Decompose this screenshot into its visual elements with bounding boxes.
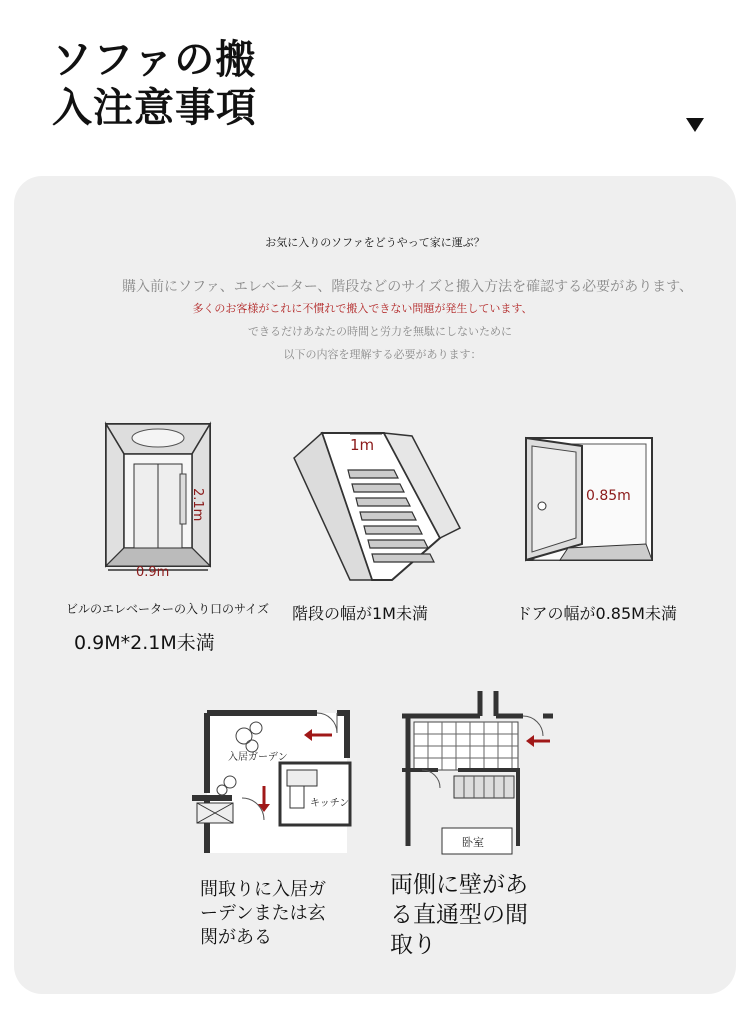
room-label-kitchen: キッチン bbox=[310, 798, 350, 809]
room-label-garden: 入居ガーデン bbox=[228, 752, 288, 763]
elevator-width-label: 0.9m bbox=[136, 565, 170, 578]
floorplan-corridor-illustration bbox=[398, 686, 558, 856]
intro-line-4: 以下の内容を理解する必要があります： bbox=[283, 348, 482, 361]
elevator-height-label: 2.1m bbox=[190, 488, 205, 522]
intro-question: お気に入りのソファをどうやって家に運ぶ？ bbox=[265, 236, 485, 249]
door-width-label: 0.85m bbox=[586, 488, 631, 504]
caption-line: 取り bbox=[390, 932, 436, 958]
caption-line: る直通型の間 bbox=[390, 902, 528, 928]
room-label-bedroom: 卧室 bbox=[462, 836, 484, 849]
page-title bbox=[52, 36, 272, 132]
floorplan-garden-illustration bbox=[192, 708, 367, 858]
title-line-1: ソファの搬 bbox=[52, 37, 257, 83]
stairs-illustration bbox=[292, 428, 464, 586]
floorplan-corridor-caption bbox=[390, 870, 528, 960]
elevator-illustration bbox=[100, 418, 215, 578]
caption-line: 関がある bbox=[200, 927, 272, 948]
door-caption: ドアの幅が0.85M未満 bbox=[516, 604, 677, 623]
floorplan-garden-caption bbox=[200, 878, 326, 950]
stairs-width-label: 1m bbox=[350, 436, 375, 454]
caption-line: 両側に壁があ bbox=[390, 872, 528, 898]
caption-line: 間取りに入居ガ bbox=[200, 879, 326, 900]
intro-line-2: 多くのお客様がこれに不慣れで搬入できない問題が発生しています、 bbox=[192, 302, 533, 315]
stairs-caption: 階段の幅が1M未満 bbox=[292, 604, 428, 623]
caption-line: ーデンまたは玄 bbox=[200, 903, 326, 924]
title-line-2: 入注意事項 bbox=[52, 85, 257, 131]
door-illustration bbox=[518, 432, 658, 566]
elevator-caption: ビルのエレベーターの入り口のサイズ bbox=[66, 602, 270, 616]
intro-line-3: できるだけあなたの時間と労力を無駄にしないために bbox=[248, 325, 512, 338]
intro-line-1: 購入前にソファ、エレベーター、階段などのサイズと搬入方法を確認する必要があります、 bbox=[122, 279, 693, 295]
elevator-limit: 0.9M*2.1M未満 bbox=[74, 632, 215, 654]
triangle-down-icon bbox=[686, 118, 704, 132]
